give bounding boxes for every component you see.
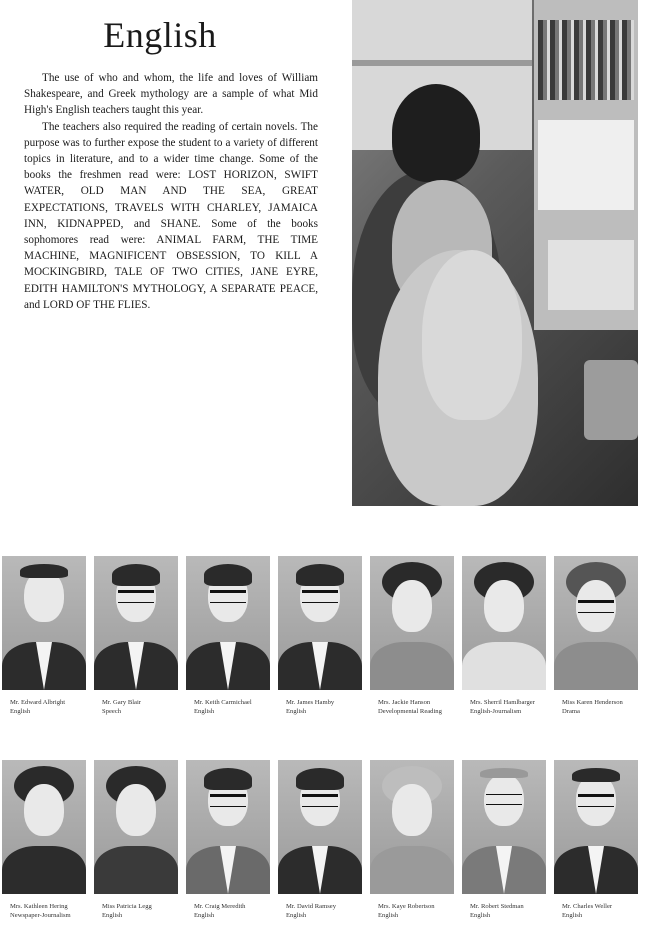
faculty-card (370, 556, 454, 716)
portrait (462, 556, 546, 690)
faculty-subject: English (102, 912, 123, 919)
portrait (186, 760, 270, 894)
faculty-subject: English-Journalism (470, 708, 522, 715)
faculty-name: Mrs. Sherril Hamlbarger (470, 699, 535, 706)
faculty-caption (554, 902, 638, 920)
faculty-subject: Developmental Reading (378, 708, 442, 715)
shelf-board (352, 60, 532, 66)
faculty-caption (370, 902, 454, 920)
paper-stack (538, 120, 634, 210)
faculty-caption (554, 698, 638, 716)
faculty-name: Mr. David Ramsey (286, 903, 336, 910)
portrait (278, 556, 362, 690)
paragraph-1: The use of who and whom, the life and loves of William Shakespeare, and Greek mythology are a sample of what Mid High's English teachers taught this year. (24, 72, 318, 117)
faculty-caption (2, 698, 86, 716)
faculty-card (94, 556, 178, 716)
paper-stack (548, 240, 634, 310)
faculty-name: Mrs. Jackie Hanson (378, 699, 431, 706)
portrait (462, 760, 546, 894)
faculty-subject: English (470, 912, 491, 919)
faculty-card (278, 760, 362, 920)
teacher-head (392, 84, 480, 182)
faculty-card (186, 556, 270, 716)
faculty-caption (278, 698, 362, 716)
faculty-caption (186, 698, 270, 716)
faculty-name: Mr. Craig Meredith (194, 903, 246, 910)
book-stack (538, 20, 634, 100)
portrait (278, 760, 362, 894)
faculty-name: Mrs. Kaye Robertson (378, 903, 435, 910)
faculty-card (2, 556, 86, 716)
article-text (24, 70, 318, 313)
faculty-card (94, 760, 178, 920)
faculty-caption (370, 698, 454, 716)
faculty-caption (278, 902, 362, 920)
faculty-caption (94, 902, 178, 920)
faculty-card (370, 760, 454, 920)
faculty-subject: English (562, 912, 583, 919)
faculty-subject: English (378, 912, 399, 919)
faculty-subject: English (286, 912, 307, 919)
faculty-subject: English (286, 708, 307, 715)
faculty-caption (94, 698, 178, 716)
paragraph-2: The teachers also required the reading of certain novels. The purpose was to further expose the student to a variety of different topics in literature, and to a wider time change. Some of the books the freshmen read were: LOST HORIZON, SWIFT WATER, OLD MAN AND THE SEA, GREAT EXPECTATIONS, TRAVELS WITH CHARLEY, JAMAICA INN, KIDNAPPED, and SHANE. Some of the books sophomores read were: ANIMAL FARM, THE TIME MACHINE, MAGNIFICENT OBSESSION, TO KILL A MOCKINGBIRD, TALE OF TWO CITIES, JANE EYRE, EDITH HAMILTON'S MYTHOLOGY, A SEPARATE PEACE, and LORD OF THE FLIES. (24, 120, 318, 311)
projector (584, 360, 638, 440)
portrait (370, 556, 454, 690)
faculty-card (462, 556, 546, 716)
faculty-card (554, 556, 638, 716)
faculty-caption (462, 902, 546, 920)
faculty-caption (186, 902, 270, 920)
faculty-subject: Speech (102, 708, 122, 715)
faculty-name: Mr. Keith Carmichael (194, 699, 252, 706)
faculty-name: Mrs. Kathleen Hering (10, 903, 68, 910)
faculty-name: Miss Patricia Legg (102, 903, 152, 910)
portrait (94, 556, 178, 690)
portrait (554, 760, 638, 894)
portrait (554, 556, 638, 690)
student-hair (422, 250, 522, 420)
faculty-caption (2, 902, 86, 920)
faculty-subject: Drama (562, 708, 580, 715)
faculty-name: Mr. Gary Blair (102, 699, 142, 706)
portrait (2, 760, 86, 894)
faculty-name: Mr. Robert Stedman (470, 903, 524, 910)
faculty-name: Mr. Edward Albright (10, 699, 66, 706)
faculty-subject: English (194, 708, 215, 715)
classroom-photo (352, 0, 638, 506)
portrait (370, 760, 454, 894)
faculty-subject: English (194, 912, 215, 919)
page-title: English (103, 15, 217, 55)
faculty-card (2, 760, 86, 920)
portrait (94, 760, 178, 894)
faculty-name: Mr. James Hamby (286, 699, 335, 706)
faculty-subject: English (10, 708, 31, 715)
faculty-card (462, 760, 546, 920)
faculty-name: Miss Karen Henderson (562, 699, 623, 706)
faculty-name: Mr. Charles Weller (562, 903, 613, 910)
faculty-subject: Newspaper-Journalism (10, 912, 71, 919)
faculty-card (278, 556, 362, 716)
portrait (2, 556, 86, 690)
faculty-card (186, 760, 270, 920)
faculty-caption (462, 698, 546, 716)
portrait (186, 556, 270, 690)
faculty-card (554, 760, 638, 920)
